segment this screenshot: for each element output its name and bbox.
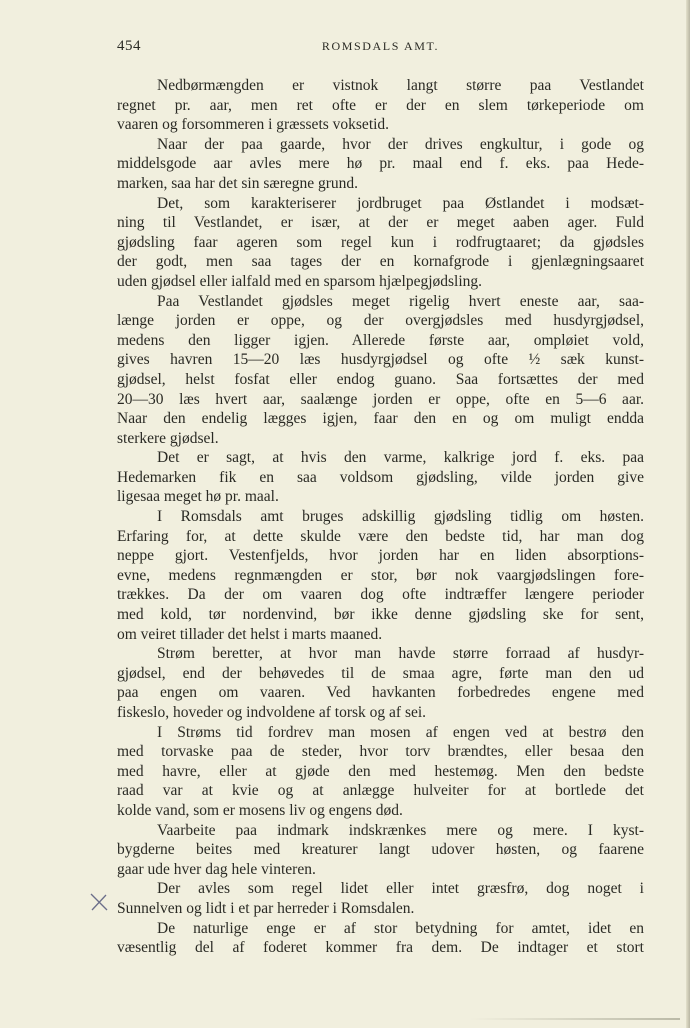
text-line: gjødsling faar ageren som regel kun i rodfrugtaaret; da gjødsles — [117, 233, 644, 251]
text-line: evne, medens regnmængden er stor, bør nok vaargjødslingen fore- — [117, 566, 644, 584]
running-header — [117, 38, 644, 58]
text-line: middelsgode aar avles mere hø pr. maal end f. eks. paa Hede- — [117, 155, 644, 173]
text-line: længe jorden er oppe, og der overgjødsles med husdyrgjødsel, — [117, 312, 644, 330]
text-line: Strøm beretter, at hvor man havde større forraad af husdyr- — [157, 645, 644, 663]
text-line: gaar ude hver dag hele vinteren. — [117, 860, 316, 878]
text-line: Der avles som regel lidet eller intet græsfrø, dog noget i — [157, 880, 644, 898]
text-line: Naar den endelig lægges igjen, faar den en og om muligt endda — [117, 410, 644, 428]
text-line: gives havren 15—20 læs husdyrgjødsel og ofte ½ sæk kunst- — [117, 351, 644, 369]
text-line: uden gjødsel eller ialfald med en sparsom hjælpegjødsling. — [117, 272, 483, 290]
text-line: marken, saa har det sin særegne grund. — [117, 174, 359, 192]
text-line: trækkes. Da der om vaaren dog ofte indtræffer længere perioder — [117, 586, 644, 604]
text-line: Naar der paa gaarde, hvor der drives engkultur, i gode og — [157, 135, 644, 153]
text-line: med kold, tør nordenvind, bør ikke denne gjødsling ske for sent, — [117, 606, 644, 624]
page-bottom-smudge — [470, 1018, 680, 1020]
text-line: gjødsel, helst fosfat eller endog guano. Saa fortsættes der med — [117, 370, 644, 388]
text-line: Sunnelven og lidt i et par herreder i Romsdalen. — [117, 899, 415, 917]
text-line: Det, som karakteriserer jordbruget paa Østlandet i modsæt- — [157, 194, 644, 212]
body-text — [117, 76, 644, 958]
text-line: væsentlig del af foderet kommer fra dem. De indtager et stort — [117, 939, 644, 957]
page-edge — [686, 0, 690, 1028]
text-line: raad var at kvie og at anlægge hulveiter for at bortlede det — [117, 782, 644, 800]
text-line: ligesaa meget hø pr. maal. — [117, 488, 279, 506]
text-line: om veiret tillader det helst i marts maaned. — [117, 625, 383, 643]
text-line: Vaarbeite paa indmark indskrænkes mere og mere. I kyst- — [157, 821, 644, 839]
text-line: der godt, men saa tages der en kornafgrode i gjenlægningsaaret — [117, 253, 644, 271]
text-line: Hedemarken fik en saa voldsom gjødsling, vilde jorden give — [117, 468, 644, 486]
text-line: Nedbørmængden er vistnok langt større paa Vestlandet — [157, 77, 644, 94]
text-line: sterkere gjødsel. — [117, 429, 219, 447]
text-line: kolde vand, som er mosens liv og engens død. — [117, 801, 403, 819]
page-number: 454 — [117, 38, 141, 54]
handwritten-cross-mark — [88, 891, 110, 913]
text-line: De naturlige enge er af stor betydning for amtet, idet en — [157, 919, 644, 937]
text-line: neppe gjort. Vestenfjelds, hvor jorden har en liden absorptions- — [117, 547, 644, 565]
text-line: Det er sagt, at hvis den varme, kalkrige jord f. eks. paa — [157, 449, 644, 467]
text-line: med torvaske paa de steder, hvor torv brændtes, eller besaa den — [117, 743, 644, 761]
text-line: regnet pr. aar, men ret ofte er der en slem tørkeperiode om — [117, 96, 644, 114]
running-title: ROMSDALS AMT. — [321, 39, 440, 53]
text-line: vaaren og forsommeren i græssets voksetid. — [117, 116, 390, 134]
text-line: I Romsdals amt bruges adskillig gjødsling tidlig om høsten. — [157, 508, 644, 526]
text-line: med havre, eller at gjøde den med hestemøg. Men den bedste — [117, 762, 644, 780]
text-line: fiskeslo, hoveder og indvoldene af torsk og af sei. — [117, 704, 427, 721]
text-line: paa engen om vaaren. Ved havkanten forbedredes engene med — [117, 684, 644, 702]
text-line: gjødsel, end der behøvedes til de smaa agre, førte man den ud — [117, 664, 644, 682]
text-line: bygderne beites med kreaturer langt udover høsten, og faarene — [117, 841, 644, 859]
text-line: 20—30 læs hvert aar, saalænge jorden er oppe, ofte en 5—6 aar. — [117, 390, 644, 408]
text-line: Erfaring for, at dette skulde være den bedste tid, har man dog — [117, 527, 644, 545]
text-line: medens den ligger igjen. Allerede første aar, ompløiet vold, — [117, 331, 644, 349]
text-line: I Strøms tid fordrev man mosen af engen ved at bestrø den — [157, 723, 644, 741]
text-line: ning til Vestlandet, er især, at der er meget aaben ager. Fuld — [117, 214, 644, 232]
text-line: Paa Vestlandet gjødsles meget rigelig hvert eneste aar, saa- — [157, 292, 644, 310]
